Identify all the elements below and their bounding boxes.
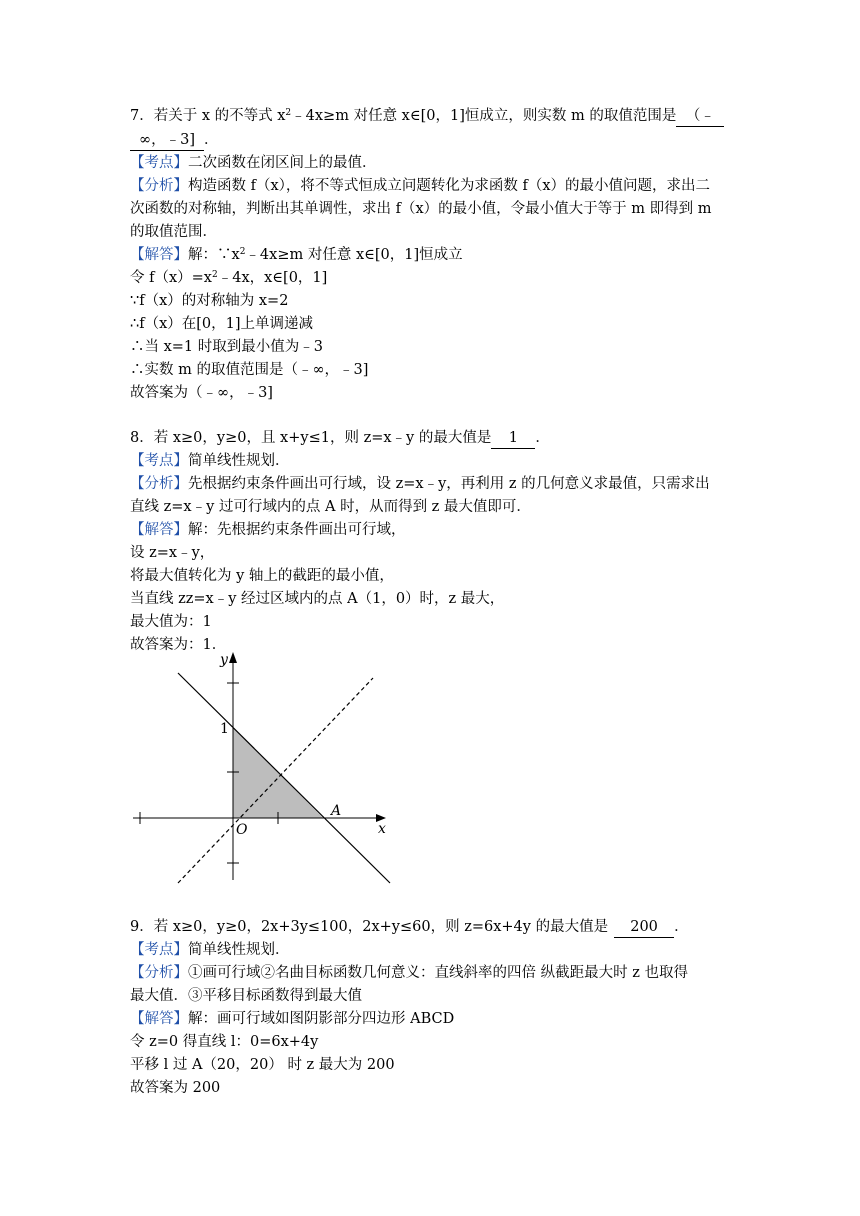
- q9-answer: 200: [614, 917, 674, 938]
- q9-fenxi-line2: 最大值．③平移目标函数得到最大值: [130, 988, 362, 1004]
- origin-label: O: [236, 822, 248, 838]
- y-axis-label: y: [220, 652, 228, 668]
- q7-step2: ∵f（x）的对称轴为 x=2: [130, 293, 289, 309]
- q8-jieda: 【解答】解：先根据约束条件画出可行域，: [130, 522, 406, 538]
- q8-step4: 最大值为：1: [130, 614, 212, 630]
- q7-answer-part2: ∞，﹣3]: [130, 130, 204, 151]
- feasible-region-figure: [128, 650, 393, 888]
- q7-step6: 故答案为（﹣∞，﹣3]: [130, 385, 273, 401]
- q7-stem: 7．若关于 x 的不等式 $x^2﹣4x\ge m$ 对任意 x∈[0，1]恒成立，则实数 m 的取值范围是 （﹣: [130, 106, 724, 127]
- q9-step3: 故答案为 200: [130, 1080, 221, 1096]
- q8-stem: 8．若 x≥0，y≥0，且 x+y≤1，则 z=x﹣y 的最大值是 1 ．: [130, 428, 550, 449]
- q7-fenxi-line2: 次函数的对称轴，判断出其单调性，求出 f（x）的最小值，令最小值大于等于 m 即得到 m: [130, 201, 712, 217]
- line-x-plus-y-equals-1: [178, 673, 390, 883]
- point-a-label: A: [331, 803, 342, 819]
- q9-jieda: 【解答】解：画可行域如图阴影部分四边形 ABCD: [130, 1011, 455, 1027]
- q7-answer-part1: （﹣: [676, 106, 724, 127]
- q8-step3: 当直线 zz=x﹣y 经过区域内的点 A（1，0）时，z 最大，: [130, 591, 505, 607]
- q7-stem-cont: ∞，﹣3] ．: [130, 130, 219, 151]
- q9-step1: 令 z=0 得直线 l：0=6x+4y: [130, 1034, 319, 1050]
- q7-step3: ∴f（x）在[0，1]上单调递减: [130, 316, 314, 332]
- q7-fenxi: 【分析】构造函数 f（x），将不等式恒成立问题转化为求函数 f（x）的最小值问题，求出二: [130, 178, 711, 194]
- q8-fenxi-line2: 直线 z=x﹣y 过可行域内的点 A 时，从而得到 z 最大值即可．: [130, 499, 531, 515]
- q7-step5: ∴实数 m 的取值范围是（﹣∞，﹣3]: [130, 362, 369, 378]
- q7-fenxi-line3: 的取值范围．: [130, 224, 217, 240]
- q8-kaodian: 【考点】简单线性规划．: [130, 453, 290, 469]
- q9-stem: 9．若 x≥0，y≥0，2x+3y≤100，2x+y≤60，则 z=6x+4y 的最大值是 200 ．: [130, 917, 689, 938]
- q9-step2: 平移 l 过 A（20，20） 时 z 最大为 200: [130, 1057, 395, 1073]
- q8-fenxi: 【分析】先根据约束条件画出可行域，设 z=x﹣y，再利用 z 的几何意义求最值，只需求出: [130, 476, 710, 492]
- x-axis-label: x: [378, 821, 386, 837]
- q8-answer: 1: [491, 428, 535, 449]
- q9-kaodian: 【考点】简单线性规划．: [130, 942, 290, 958]
- q8-step5: 故答案为：1．: [130, 637, 227, 653]
- y-intercept-label: 1: [220, 721, 229, 737]
- q7-jieda: 【解答】解：$\because x^2﹣4x\ge m$ 对任意 x∈[0，1]恒成立: [130, 247, 463, 263]
- y-axis-arrow-icon: [229, 652, 237, 663]
- q7-step4: ∴当 x=1 时取到最小值为﹣3: [130, 339, 323, 355]
- q8-step1: 设 z=x﹣y，: [130, 545, 215, 561]
- q7-step1: 令 $f(x)=x^2﹣4x$，x∈[0，1]: [130, 270, 328, 286]
- dashed-objective-line: [178, 678, 373, 883]
- q7-kaodian: 【考点】二次函数在闭区间上的最值．: [130, 155, 377, 171]
- q9-fenxi: 【分析】①画可行域②名曲目标函数几何意义：直线斜率的四倍 纵截距最大时 z 也取得: [130, 965, 688, 981]
- q8-step2: 将最大值转化为 y 轴上的截距的最小值，: [130, 568, 394, 584]
